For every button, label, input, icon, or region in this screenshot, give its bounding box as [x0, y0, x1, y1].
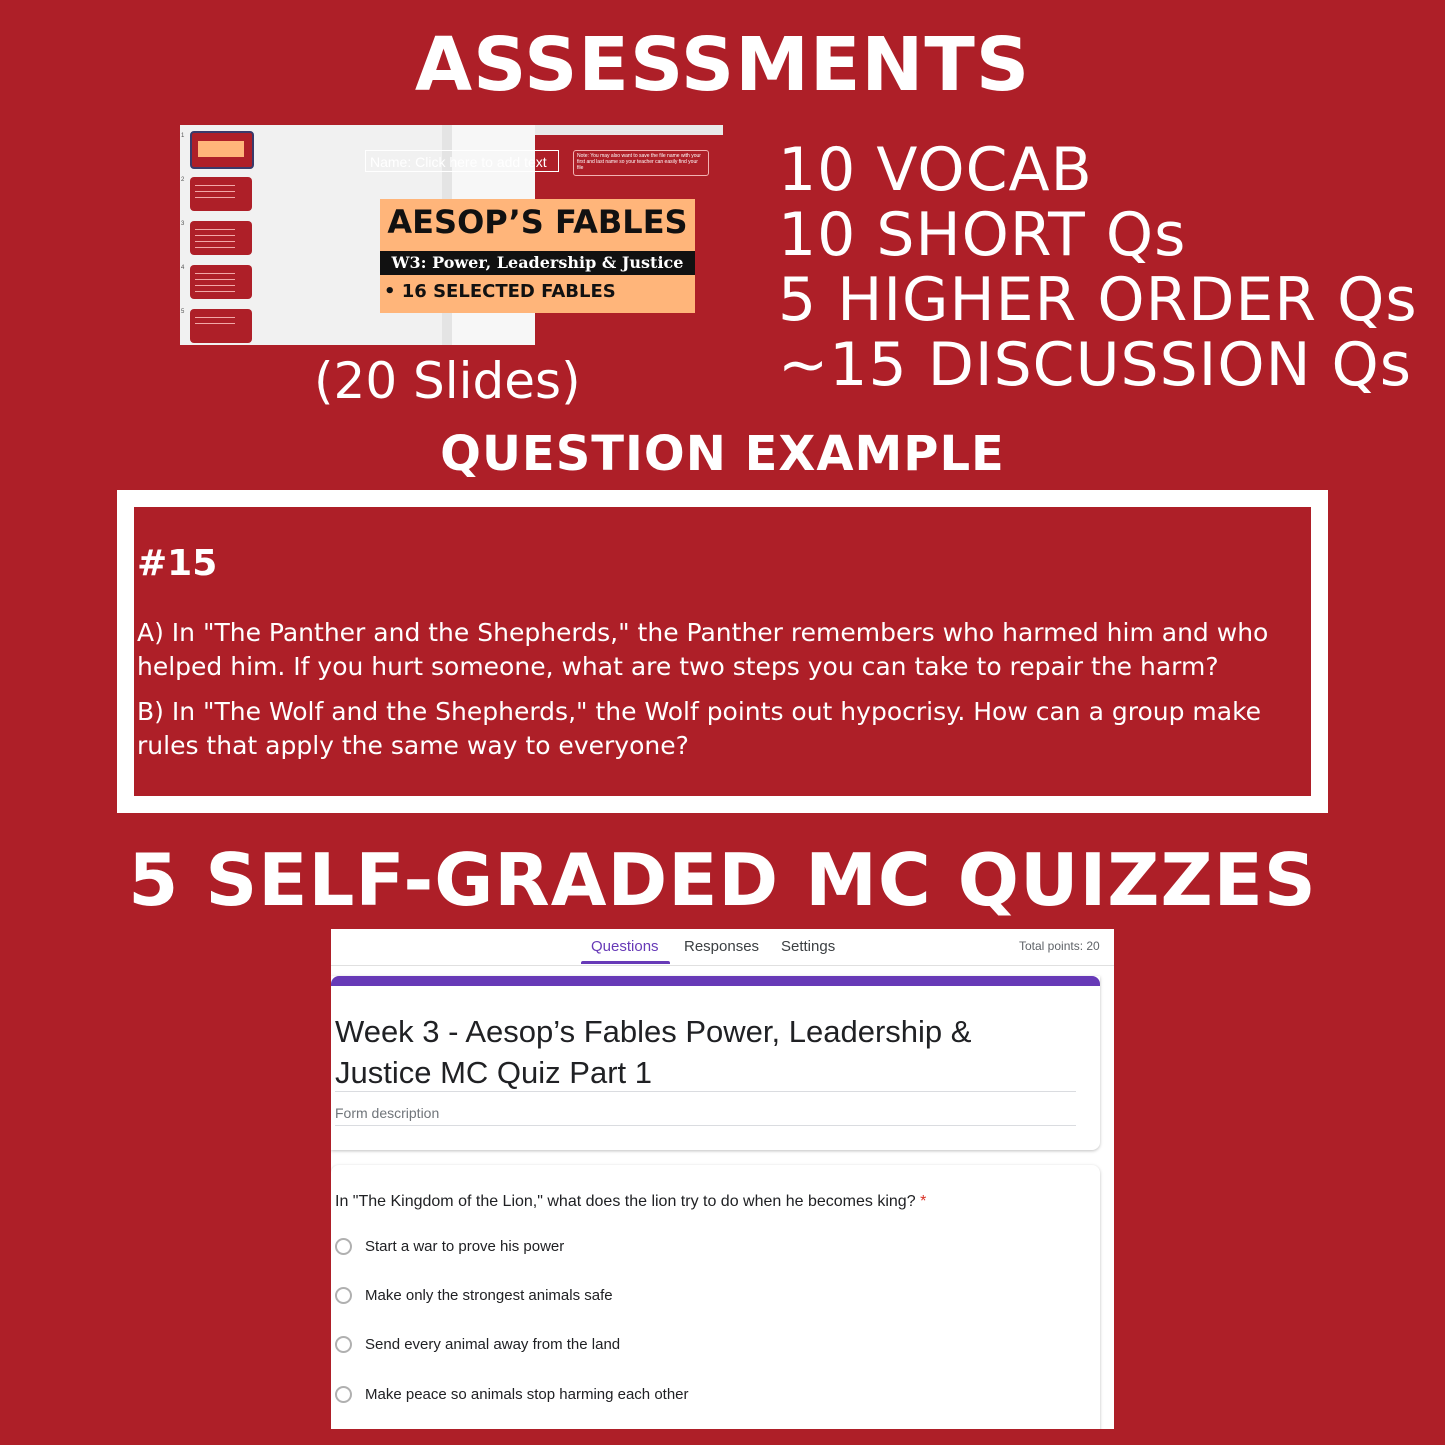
slide-thumbnail[interactable]: [190, 177, 252, 211]
radio-button[interactable]: [335, 1238, 352, 1255]
option-label: Make peace so animals stop harming each other: [365, 1386, 689, 1403]
slide-number: 4: [181, 265, 185, 271]
form-description-field[interactable]: Form description: [335, 1105, 440, 1121]
divider: [335, 1125, 1076, 1126]
radio-button[interactable]: [335, 1336, 352, 1353]
card-subtitle: W3: Power, Leadership & Justice: [391, 253, 684, 272]
active-tab-indicator: [581, 961, 670, 964]
question-part-a: A) In "The Panther and the Shepherds," the Panther remembers who harmed him and who helped him. If you hurt someone, what are two steps you can take to repair the harm?: [137, 618, 1269, 681]
assessment-stats: [778, 135, 1418, 400]
tab-questions[interactable]: Questions: [591, 938, 659, 955]
stat-short-questions: 10 SHORT Qs: [778, 200, 1187, 270]
total-points: Total points: 20: [1019, 939, 1100, 953]
note-textbox: Note: You may also want to save the file name with your first and last name so your teacher can easily find your file: [573, 150, 709, 176]
slide-number: 1: [181, 133, 185, 139]
form-title[interactable]: Week 3 - Aesop’s Fables Power, Leadership & Justice MC Quiz Part 1: [335, 1014, 972, 1090]
google-form-screenshot: [331, 929, 1114, 1429]
question-label: In "The Kingdom of the Lion," what does the lion try to do when he becomes king?: [335, 1193, 916, 1210]
question-number: #15: [137, 543, 218, 584]
card-title: AESOP’S FABLES: [387, 203, 688, 241]
slide-number: 2: [181, 177, 185, 183]
divider: [335, 1091, 1076, 1092]
tab-settings[interactable]: Settings: [781, 938, 836, 955]
slides-count: (20 Slides): [314, 352, 581, 410]
slide-thumbnail[interactable]: [190, 131, 254, 169]
stat-discussion-questions: ~15 DISCUSSION Qs: [778, 330, 1413, 400]
stat-higher-order-questions: 5 HIGHER ORDER Qs: [778, 265, 1418, 335]
option-label: Make only the strongest animals safe: [365, 1287, 613, 1304]
assessments-heading: ASSESSMENTS: [414, 22, 1031, 108]
title-card: [380, 199, 695, 313]
card-bullet: • 16 SELECTED FABLES: [384, 281, 616, 302]
question-part-b: B) In "The Wolf and the Shepherds," the Wolf points out hypocrisy. How can a group make rules that apply the same way to everyone?: [137, 697, 1262, 760]
slide-number: 5: [181, 309, 185, 315]
mc-quizzes-heading: 5 SELF-GRADED MC QUIZZES: [128, 838, 1317, 922]
tab-responses[interactable]: Responses: [684, 938, 760, 955]
slide-thumbnail[interactable]: [190, 265, 252, 299]
option-label: Send every animal away from the land: [365, 1336, 621, 1353]
slide-number: 3: [181, 221, 185, 227]
question-text: [335, 1193, 926, 1211]
ruler: [535, 125, 723, 135]
option-label: Start a war to prove his power: [365, 1238, 565, 1255]
required-marker: *: [920, 1193, 927, 1210]
radio-button[interactable]: [335, 1386, 352, 1403]
slide-thumbnail[interactable]: [190, 221, 252, 255]
radio-button[interactable]: [335, 1287, 352, 1304]
question-example-heading: QUESTION EXAMPLE: [440, 426, 1005, 482]
slide-thumbnail[interactable]: [190, 309, 252, 343]
name-textbox[interactable]: Name: Click here to add text: [365, 150, 559, 172]
stat-vocab: 10 VOCAB: [778, 135, 1093, 205]
form-accent-bar: [331, 976, 1100, 986]
form-tab-bar: [331, 929, 1114, 966]
